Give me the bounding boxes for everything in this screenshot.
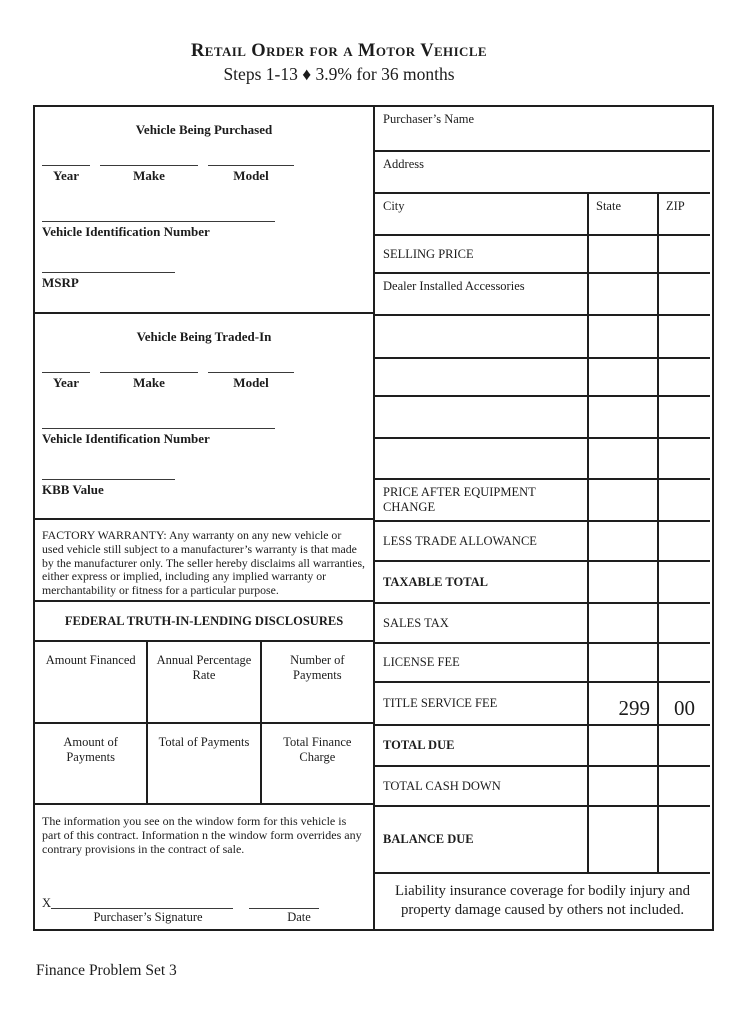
order-form-table bbox=[33, 105, 714, 931]
less-trade-cents-cell bbox=[657, 522, 710, 560]
sales-tax-cents-cell bbox=[657, 604, 710, 642]
msrp-field bbox=[35, 260, 373, 291]
price-after-equipment-change-label: PRICE AFTER EQUIPMENT CHANGE bbox=[383, 485, 536, 514]
blank-row-cents-cell bbox=[657, 316, 710, 357]
purchaser-signature-label: Purchaser’s Signature bbox=[93, 910, 203, 924]
row-city-state-zip bbox=[375, 192, 710, 234]
dealer-accessories-cents-cell bbox=[657, 274, 710, 314]
blank-row-cents-cell bbox=[657, 439, 710, 478]
signature-block bbox=[42, 897, 362, 925]
total-finance-charge-cell: Total Finance Charge bbox=[260, 724, 373, 803]
purchased-year-blank-line bbox=[42, 153, 90, 166]
price-after-cents-cell bbox=[657, 480, 710, 520]
tradein-make-label: Make bbox=[133, 375, 165, 390]
row-blank-4 bbox=[375, 437, 710, 478]
total-cash-down-label: TOTAL CASH DOWN bbox=[383, 778, 501, 793]
tradein-year-make-model bbox=[35, 360, 373, 391]
selling-price-dollars-cell bbox=[587, 236, 657, 272]
page-subtitle: Steps 1-13 ♦ 3.9% for 36 months bbox=[223, 64, 455, 84]
blank-row-label bbox=[375, 359, 587, 395]
federal-disclosures-heading: FEDERAL TRUTH-IN-LENDING DISCLOSURES bbox=[35, 602, 373, 642]
state-label: State bbox=[587, 194, 657, 234]
blank-row-cents-cell bbox=[657, 397, 710, 437]
purchased-model-label: Model bbox=[233, 168, 269, 183]
row-price-after-equipment-change bbox=[375, 478, 710, 520]
row-total-due bbox=[375, 724, 710, 765]
factory-warranty-section bbox=[35, 520, 373, 602]
left-column bbox=[35, 107, 375, 929]
annual-percentage-rate-cell: Annual Percentage Rate bbox=[146, 642, 259, 722]
right-column bbox=[375, 107, 710, 929]
signature-x-mark: X bbox=[42, 896, 52, 910]
tradein-model-field bbox=[208, 360, 294, 391]
row-blank-3 bbox=[375, 395, 710, 437]
kbb-value-field bbox=[35, 467, 373, 498]
sales-tax-dollars-cell bbox=[587, 604, 657, 642]
window-notice-text: The information you see on the window form for this vehicle is part of this contract. Information n the window form overrides any contrary provisions in the contract of sale. bbox=[42, 814, 362, 856]
blank-row-dollars-cell bbox=[587, 439, 657, 478]
msrp-blank-line bbox=[42, 260, 175, 273]
row-purchaser-name bbox=[375, 107, 710, 150]
purchased-year-make-model bbox=[35, 153, 373, 184]
signature-blank-line bbox=[51, 897, 233, 909]
vehicle-purchased-heading: Vehicle Being Purchased bbox=[135, 122, 273, 137]
blank-row-label bbox=[375, 316, 587, 357]
balance-due-cents-cell bbox=[657, 807, 710, 872]
disclosure-grid-row1 bbox=[35, 642, 373, 724]
dealer-accessories-dollars-cell bbox=[587, 274, 657, 314]
total-due-cents-cell bbox=[657, 726, 710, 765]
purchased-year-label: Year bbox=[53, 168, 79, 183]
blank-row-dollars-cell bbox=[587, 316, 657, 357]
row-dealer-accessories bbox=[375, 272, 710, 314]
license-fee-dollars-cell bbox=[587, 644, 657, 681]
tradein-make-field bbox=[100, 360, 198, 391]
total-due-label: TOTAL DUE bbox=[383, 738, 455, 752]
purchased-make-blank-line bbox=[100, 153, 198, 166]
vehicle-tradein-heading: Vehicle Being Traded-In bbox=[136, 329, 272, 344]
row-liability-notice bbox=[375, 872, 710, 929]
purchased-vin-field bbox=[35, 209, 373, 240]
row-sales-tax bbox=[375, 602, 710, 642]
total-cash-down-dollars-cell bbox=[587, 767, 657, 805]
vehicle-tradein-section bbox=[35, 314, 373, 520]
total-of-payments-cell: Total of Payments bbox=[146, 724, 259, 803]
tradein-model-blank-line bbox=[208, 360, 294, 373]
tradein-vin-field bbox=[35, 416, 373, 447]
signature-lines bbox=[42, 897, 362, 909]
taxable-total-label: TAXABLE TOTAL bbox=[383, 574, 489, 589]
license-fee-cents-cell bbox=[657, 644, 710, 681]
purchased-model-field bbox=[208, 153, 294, 184]
tradein-year-blank-line bbox=[42, 360, 90, 373]
msrp-label: MSRP bbox=[42, 275, 79, 290]
page-title: Retail Order for a Motor Vehicle bbox=[191, 41, 487, 61]
number-of-payments-cell: Number of Payments bbox=[260, 642, 373, 722]
disclosure-grid-row2 bbox=[35, 724, 373, 805]
less-trade-allowance-label: LESS TRADE ALLOWANCE bbox=[383, 533, 537, 548]
row-selling-price bbox=[375, 234, 710, 272]
selling-price-label: SELLING PRICE bbox=[383, 246, 474, 261]
taxable-total-dollars-cell bbox=[587, 562, 657, 602]
selling-price-cents-cell bbox=[657, 236, 710, 272]
city-label: City bbox=[383, 199, 405, 213]
vehicle-purchased-section bbox=[35, 107, 373, 314]
tradein-year-field bbox=[42, 360, 90, 391]
tradein-model-label: Model bbox=[233, 375, 269, 390]
tradein-vin-blank-line bbox=[42, 416, 275, 429]
document-header bbox=[0, 41, 678, 85]
balance-due-dollars-cell bbox=[587, 807, 657, 872]
purchased-make-label: Make bbox=[133, 168, 165, 183]
license-fee-label: LICENSE FEE bbox=[383, 655, 460, 669]
row-license-fee bbox=[375, 642, 710, 681]
balance-due-label: BALANCE DUE bbox=[383, 832, 474, 846]
row-title-service-fee bbox=[375, 681, 710, 724]
date-label: Date bbox=[287, 910, 311, 924]
purchased-vin-label: Vehicle Identification Number bbox=[42, 224, 210, 239]
amount-financed-cell: Amount Financed bbox=[45, 653, 136, 667]
row-total-cash-down bbox=[375, 765, 710, 805]
blank-row-cents-cell bbox=[657, 359, 710, 395]
liability-notice-text: Liability insurance coverage for bodily injury and property damage caused by others not included. bbox=[394, 883, 691, 918]
purchased-year-field bbox=[42, 153, 90, 184]
tradein-year-label: Year bbox=[53, 375, 79, 390]
row-taxable-total bbox=[375, 560, 710, 602]
row-less-trade-allowance bbox=[375, 520, 710, 560]
sales-tax-label: SALES TAX bbox=[383, 615, 449, 630]
purchased-make-field bbox=[100, 153, 198, 184]
blank-row-dollars-cell bbox=[587, 359, 657, 395]
purchased-vin-blank-line bbox=[42, 209, 275, 222]
less-trade-dollars-cell bbox=[587, 522, 657, 560]
window-notice-section bbox=[35, 805, 373, 929]
tradein-make-blank-line bbox=[100, 360, 198, 373]
total-cash-down-cents-cell bbox=[657, 767, 710, 805]
amount-of-payments-cell: Amount of Payments bbox=[63, 735, 118, 764]
kbb-blank-line bbox=[42, 467, 175, 480]
footer-text: Finance Problem Set 3 bbox=[36, 962, 177, 979]
taxable-total-cents-cell bbox=[657, 562, 710, 602]
blank-row-label bbox=[375, 397, 587, 437]
total-due-dollars-cell bbox=[587, 726, 657, 765]
dealer-accessories-label: Dealer Installed Accessories bbox=[383, 279, 525, 293]
kbb-label: KBB Value bbox=[42, 482, 104, 497]
title-service-fee-dollars-value: 299 bbox=[587, 683, 657, 724]
factory-warranty-text: FACTORY WARRANTY: Any warranty on any new vehicle or used vehicle still subject to a manufacturer’s warranty is that made by the manufacturer only. The seller hereby disclaims all warranties, either express or implied, including any implied warranty or merchantability or fitness for a particular purpose. bbox=[42, 528, 365, 598]
row-blank-2 bbox=[375, 357, 710, 395]
title-service-fee-cents-value: 00 bbox=[657, 683, 710, 724]
row-blank-1 bbox=[375, 314, 710, 357]
date-blank-line bbox=[249, 897, 319, 909]
tradein-vin-label: Vehicle Identification Number bbox=[42, 431, 210, 446]
row-balance-due bbox=[375, 805, 710, 872]
title-service-fee-label: TITLE SERVICE FEE bbox=[383, 696, 498, 710]
signature-labels bbox=[42, 910, 362, 925]
row-address bbox=[375, 150, 710, 192]
blank-row-label bbox=[375, 439, 587, 478]
blank-row-dollars-cell bbox=[587, 397, 657, 437]
purchased-model-blank-line bbox=[208, 153, 294, 166]
price-after-dollars-cell bbox=[587, 480, 657, 520]
address-label: Address bbox=[383, 157, 424, 171]
zip-label: ZIP bbox=[657, 194, 710, 234]
purchaser-name-label: Purchaser’s Name bbox=[383, 112, 475, 126]
